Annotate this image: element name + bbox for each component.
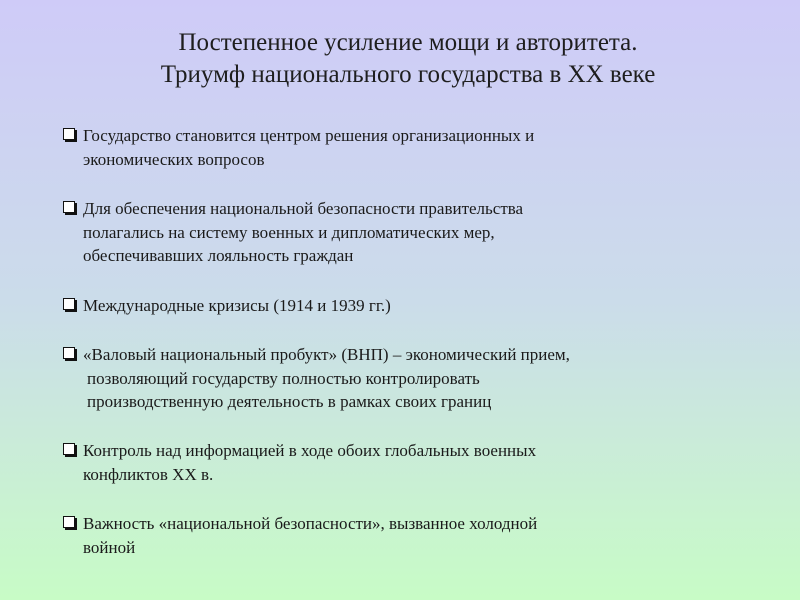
bullet-line: Важность «национальной безопасности», вызванное холодной xyxy=(83,514,538,533)
checkbox-bullet-icon xyxy=(63,347,75,359)
bullet-line: позволяющий государству полностью контролировать xyxy=(87,368,480,388)
title-line-1: Постепенное усиление мощи и авторитета. xyxy=(178,29,638,56)
bullet-item xyxy=(60,124,534,171)
bullet-line: войной xyxy=(83,537,136,557)
bullet-item xyxy=(60,343,570,414)
bullet-line: экономических вопросов xyxy=(83,149,265,169)
checkbox-bullet-icon xyxy=(63,201,75,213)
slide-title xyxy=(0,27,800,91)
checkbox-bullet-icon xyxy=(63,443,75,455)
bullet-line: «Валовый национальный пробукт» (ВНП) – экономический прием, xyxy=(83,345,570,364)
bullet-text xyxy=(83,343,570,414)
bullet-line: Международные кризисы (1914 и 1939 гг.) xyxy=(83,296,391,315)
bullet-line: конфликтов ХХ в. xyxy=(83,464,214,484)
bullet-item xyxy=(60,512,537,559)
bullet-text xyxy=(83,512,537,559)
bullet-item xyxy=(60,197,523,268)
bullet-text xyxy=(83,197,523,268)
bullet-text xyxy=(83,294,391,318)
checkbox-bullet-icon xyxy=(63,298,75,310)
bullet-line: Государство становится центром решения организационных и xyxy=(83,126,535,145)
bullet-line: Контроль над информацией в ходе обоих глобальных военных xyxy=(83,441,537,460)
bullet-line: производственную деятельность в рамках своих границ xyxy=(87,392,492,411)
bullet-item xyxy=(60,294,391,318)
bullet-line: полагались на систему военных и дипломатических мер, xyxy=(83,222,495,242)
bullet-text xyxy=(83,124,534,171)
checkbox-bullet-icon xyxy=(63,516,75,528)
bullet-item xyxy=(60,439,536,486)
bullet-text xyxy=(83,439,536,486)
bullet-line: обеспечивавших лояльность граждан xyxy=(83,246,354,265)
checkbox-bullet-icon xyxy=(63,128,75,140)
bullet-line: Для обеспечения национальной безопасности правительства xyxy=(83,199,524,218)
title-line-2: Триумф национального государства в ХХ веке xyxy=(160,61,656,88)
